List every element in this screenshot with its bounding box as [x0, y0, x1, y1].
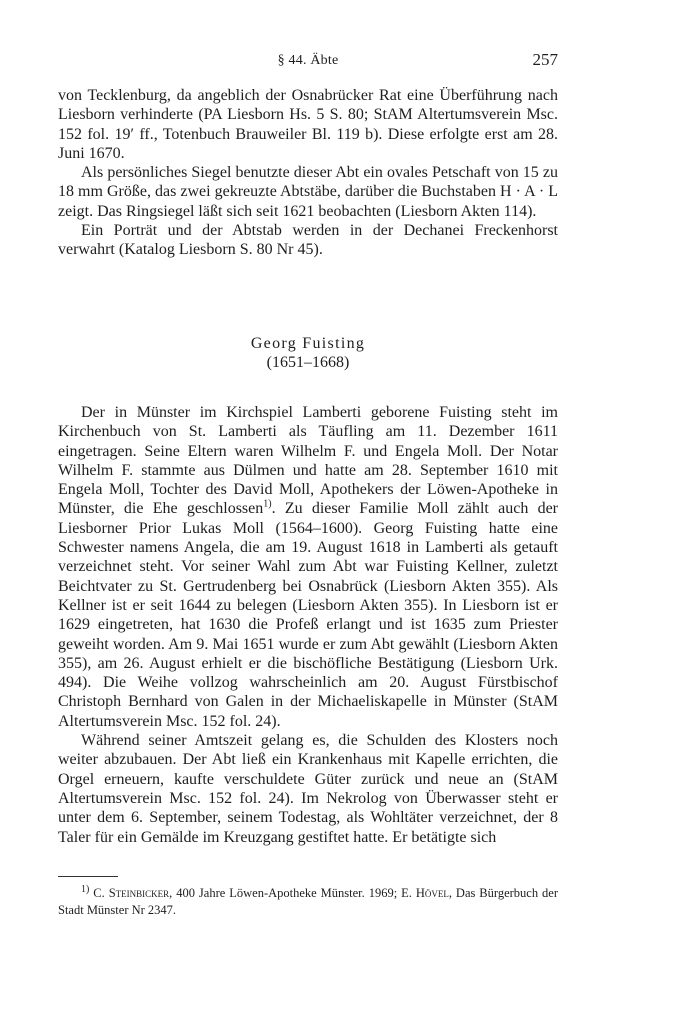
paragraph-biography — [58, 403, 558, 731]
footnote-mark: 1) — [81, 883, 90, 895]
footnote — [58, 885, 558, 918]
footnote-reference: 1) — [263, 499, 272, 511]
biography-text-part2: . Zu dieser Familie Moll zählt auch der Liesborner Prior Lukas Moll (1564–1600). Georg Fuisting hatte eine Schwester namens Angela, die am 19. August 1618 in Lamberti als getauft verzeichnet steht. Vor seiner Wahl zum Abt war Fuisting Kellner, zuletzt Beichtvater zu St. Gertrudenberg bei Osnabrück (Liesborn Akten 355). Als Kellner ist er seit 1644 zu belegen (Liesborn Akten 355). In Liesborn ist er 1629 eingetreten, hat 1630 die Profeß erlangt und ist 1635 zum Priester geweiht worden. Am 9. Mai 1651 wurde er zum Abt gewählt (Liesborn Akten 355), am 26. August erhielt er die bischöfliche Bestätigung (Liesborn Urk. 494). Die Weihe vollzog wahrscheinlich am 20. August Fürstbischof Christoph Bernhard von Galen in der Michaeliskapelle in Münster (StAM Altertumsverein Msc. 152 fol. 24). — [58, 500, 558, 730]
footnote-text-1: , 400 Jahre Löwen-Apotheke Münster. 1969; E. — [169, 886, 416, 900]
text-block-fuisting — [58, 403, 558, 847]
footnote-divider — [58, 876, 118, 877]
text-block-previous-abbot — [58, 86, 558, 260]
footnote-author-2: Hövel — [415, 886, 449, 900]
page-number: 257 — [532, 50, 558, 69]
paragraph-burial: von Tecklenburg, da angeblich der Osnabrücker Rat eine Überführung nach Liesborn verhinderte (PA Liesborn Hs. 5 S. 80; StAM Altertumsverein Msc. 152 fol. 19′ ff., Totenbuch Brauweiler Bl. 119 b). Diese erfolgte erst am 28. Juni 1670. — [58, 87, 558, 162]
footnote-author-1: C. Steinbicker — [93, 886, 170, 900]
paragraph-seal: Als persönliches Siegel benutzte dieser Abt ein ovales Petschaft von 15 zu 18 mm Größe, das zwei gekreuzte Abtstäbe, darüber die Buchstaben H · A · L zeigt. Das Ringsiegel läßt sich seit 1621 beobachten (Liesborn Akten 114). — [58, 164, 558, 220]
abbot-name: Georg Fuisting — [250, 335, 366, 352]
footnote-text-2: , Das Bürgerbuch der Stadt Münster Nr 2347. — [58, 886, 558, 917]
paragraph-portrait: Ein Porträt und der Abtstab werden in der Dechanei Freckenhorst verwahrt (Katalog Liesborn S. 80 Nr 45). — [58, 222, 558, 259]
footnote-reference-number: 1 — [263, 499, 269, 511]
abbot-heading — [58, 334, 558, 372]
footnote-mark-number: 1 — [81, 883, 86, 895]
section-title: § 44. Äbte — [277, 53, 339, 68]
biography-text-part1: Der in Münster im Kirchspiel Lamberti geborene Fuisting steht im Kirchenbuch von St. Lamberti als Täufling am 11. Dezember 1611 eingetragen. Seine Eltern waren Wilhelm F. und Engela Moll. Der Notar Wilhelm F. stammte aus Dülmen und hatte am 28. September 1610 mit Engela Moll, Tochter des David Moll, Apothekers der Löwen-Apotheke in Münster, die Ehe geschlossen — [58, 404, 558, 518]
running-header — [58, 50, 558, 74]
paragraph-tenure: Während seiner Amtszeit gelang es, die Schulden des Klosters noch weiter abzubauen. Der Abt ließ ein Krankenhaus mit Kapelle errichten, die Orgel erneuern, kaufte verschuldete Güter zurück und neue an (StAM Altertumsverein Msc. 152 fol. 24). Im Nekrolog von Überwasser steht er unter dem 6. September, seinem Todestag, als Wohltäter verzeichnet, der 8 Taler für ein Gemälde im Kreuzgang gestiftet hatte. Er betätigte sich — [58, 732, 558, 846]
abbot-years: (1651–1668) — [266, 354, 350, 371]
